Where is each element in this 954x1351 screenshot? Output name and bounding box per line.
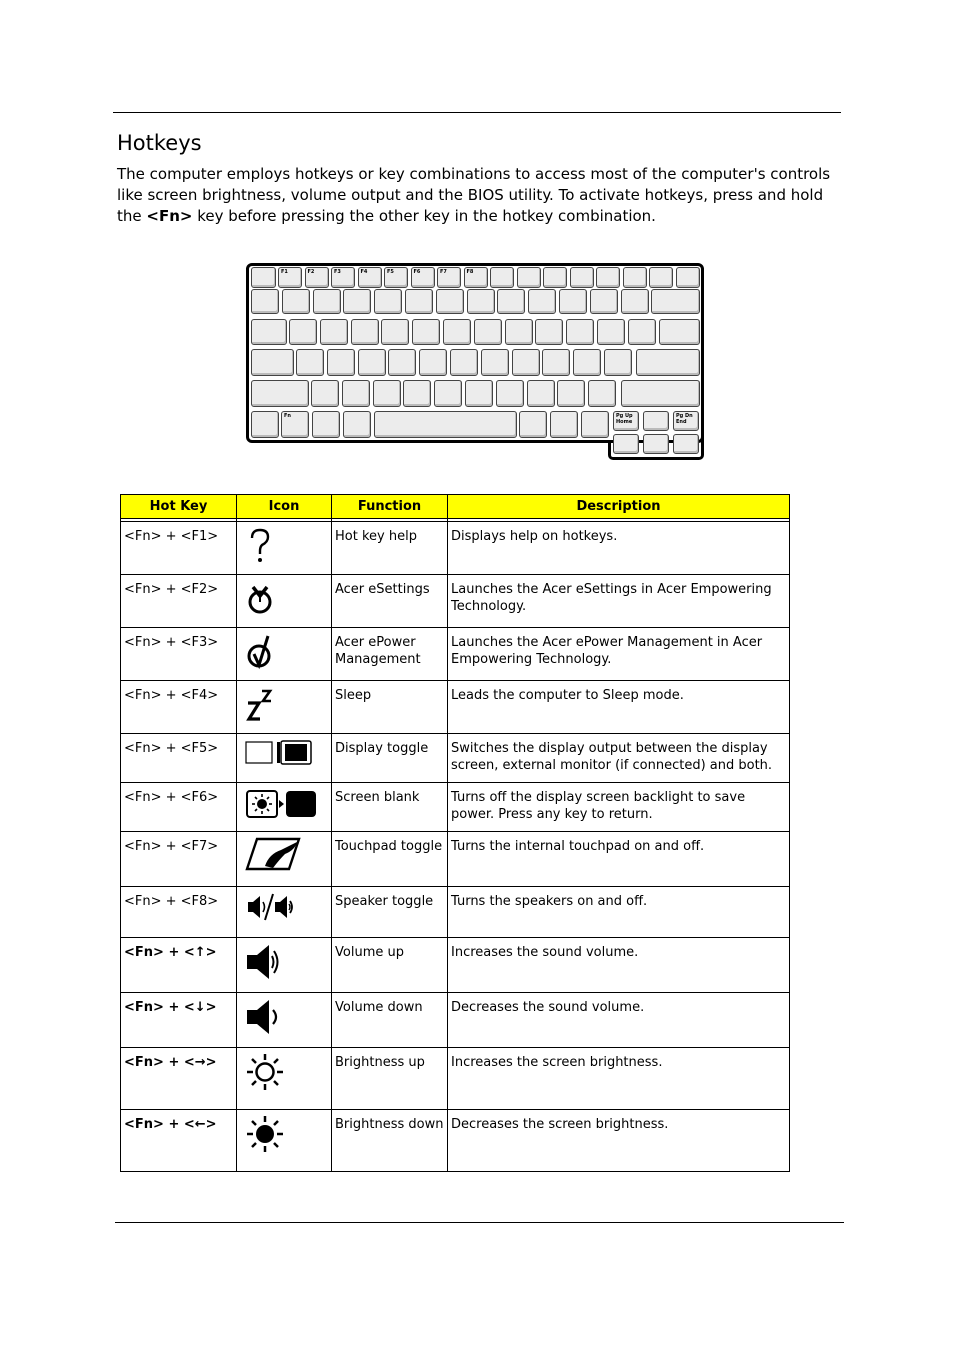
table-row [121,938,790,993]
key-f7 [437,267,461,288]
key [327,349,355,376]
table-row [121,522,790,575]
key [628,319,656,345]
function-cell: Acer eSettings [332,575,448,628]
key [443,319,471,345]
key [588,380,616,407]
bottom-rule [115,1222,844,1223]
table-row [121,832,790,887]
hotkey-cell: <Fn> + <→> [121,1048,237,1110]
key [405,289,433,314]
key-space [374,411,517,438]
key [343,289,371,314]
key-label: F4 [360,269,368,275]
key [557,380,585,407]
key [676,267,700,288]
function-cell: Acer ePower Management [332,628,448,681]
key-f1 [278,267,302,288]
icon-cell [237,887,332,938]
function-cell: Display toggle [332,734,448,783]
key-ctrl-right [581,411,609,438]
key [543,267,567,288]
key [623,267,647,288]
key [604,349,632,376]
key [419,349,447,376]
function-cell: Sleep [332,681,448,734]
key-ctrl [251,411,279,438]
esettings-icon [245,579,331,619]
key [517,267,541,288]
icon-cell [237,681,332,734]
key [436,289,464,314]
key [649,267,673,288]
key-down [643,434,669,454]
description-cell: Launches the Acer eSettings in Acer Empowering Technology. [448,575,790,628]
key [351,319,379,345]
key [573,349,601,376]
description-cell: Increases the sound volume. [448,938,790,993]
key [566,319,594,345]
key-label: Pg Up Home [616,413,633,425]
key [497,289,525,314]
key [373,380,401,407]
key [542,349,570,376]
key [251,289,279,314]
key-f2 [305,267,329,288]
function-cell: Brightness down [332,1110,448,1172]
intro-rest: key before pressing the other key in the hotkey combination. [192,207,656,225]
key-fn [281,411,309,438]
hotkey-cell: <Fn> + <F2> [121,575,237,628]
function-cell: Touchpad toggle [332,832,448,887]
key [597,319,625,345]
header-icon: Icon [237,495,332,519]
key-f6 [411,267,435,288]
key-shift-right [621,380,700,407]
key [496,380,524,407]
hotkey-cell: <Fn> + <F6> [121,783,237,832]
hotkey-cell: <Fn> + <F8> [121,887,237,938]
hotkey-cell: <Fn> + <←> [121,1110,237,1172]
icon-cell [237,1110,332,1172]
key-label: F8 [466,269,474,275]
key-enter [636,349,700,376]
key [621,289,649,314]
key-label: F1 [281,269,288,275]
hotkey-cell: <Fn> + <F4> [121,681,237,734]
key-label: F6 [413,269,421,275]
key-label: F7 [440,269,447,275]
key-label: F2 [307,269,315,275]
key [570,267,594,288]
key-backspace [651,289,700,314]
key-up [643,411,669,431]
key [342,380,370,407]
table-row [121,575,790,628]
hotkey-cell: <Fn> + <↓> [121,993,237,1048]
page-title: Hotkeys [117,131,202,155]
icon-cell [237,575,332,628]
top-rule [113,112,841,113]
key [528,289,556,314]
function-cell: Volume down [332,993,448,1048]
description-cell: Turns the internal touchpad on and off. [448,832,790,887]
key-f3 [331,267,355,288]
hotkey-cell: <Fn> + <F1> [121,522,237,575]
key-tab [251,319,287,345]
key [450,349,478,376]
key [388,349,416,376]
key [296,349,324,376]
key [381,319,409,345]
key-menu [550,411,578,438]
speaker-toggle-icon [245,891,331,923]
table-row [121,1110,790,1172]
table-row [121,1048,790,1110]
key-right [673,434,699,454]
icon-cell [237,1048,332,1110]
touchpad-icon [245,836,331,872]
key [559,289,587,314]
key [474,319,502,345]
intro-paragraph [117,164,845,227]
key [289,319,317,345]
key [535,319,563,345]
table-row [121,783,790,832]
key-win [312,411,340,438]
epower-icon [245,632,331,672]
key [313,289,341,314]
key-label: F3 [334,269,341,275]
key [311,380,339,407]
sleep-icon [245,685,331,725]
header-function: Function [332,495,448,519]
icon-cell [237,832,332,887]
key-pgup [613,411,639,431]
key-alt [343,411,371,438]
key [374,289,402,314]
key [434,380,462,407]
key [490,267,514,288]
description-cell: Switches the display output between the display screen, external monitor (if connected) and both. [448,734,790,783]
key [527,380,555,407]
key [467,289,495,314]
brightness-down-icon [245,1114,331,1154]
key [358,349,386,376]
function-cell: Brightness up [332,1048,448,1110]
key [596,267,620,288]
table-row [121,681,790,734]
description-cell: Turns the speakers on and off. [448,887,790,938]
hotkey-table [120,494,790,1172]
key-f8 [464,267,488,288]
icon-cell [237,734,332,783]
key-label: Fn [284,413,291,419]
key-alt-right [519,411,547,438]
key [412,319,440,345]
icon-cell [237,993,332,1048]
intro-text: The computer employs hotkeys or key combinations to access most of the computer's controls like screen brightness, volume output and the BIOS utility. To activate hotkeys, press and hold the [117,165,831,225]
function-cell: Hot key help [332,522,448,575]
icon-cell [237,628,332,681]
key [282,289,310,314]
function-cell: Speaker toggle [332,887,448,938]
icon-cell [237,522,332,575]
table-row [121,993,790,1048]
description-cell: Increases the screen brightness. [448,1048,790,1110]
key-left [613,434,639,454]
brightness-up-icon [245,1052,331,1092]
intro-fn-key: <Fn> [146,207,193,225]
header-description: Description [448,495,790,519]
icon-cell [237,783,332,832]
hotkey-cell: <Fn> + <F7> [121,832,237,887]
function-cell: Volume up [332,938,448,993]
description-cell: Launches the Acer ePower Management in Acer Empowering Technology. [448,628,790,681]
description-cell: Turns off the display screen backlight to save power. Press any key to return. [448,783,790,832]
volume-up-icon [245,942,331,982]
key-label: F5 [387,269,394,275]
key [505,319,533,345]
hotkey-cell: <Fn> + <F3> [121,628,237,681]
key-backslash [659,319,700,345]
key-esc [251,267,276,288]
key-label: Pg Dn End [676,413,693,425]
table-header-row [121,495,790,519]
description-cell: Decreases the sound volume. [448,993,790,1048]
question-icon [245,526,331,566]
hotkey-cell: <Fn> + <↑> [121,938,237,993]
key [320,319,348,345]
table-row [121,887,790,938]
description-cell: Decreases the screen brightness. [448,1110,790,1172]
key [465,380,493,407]
icon-cell [237,938,332,993]
key [512,349,540,376]
function-cell: Screen blank [332,783,448,832]
volume-down-icon [245,997,331,1037]
hotkey-cell: <Fn> + <F5> [121,734,237,783]
key-shift-left [251,380,309,407]
key-caps [251,349,294,376]
screen-blank-icon [245,787,331,821]
key [403,380,431,407]
table-row [121,628,790,681]
table-row [121,734,790,783]
keyboard-diagram [246,263,706,460]
key [481,349,509,376]
description-cell: Displays help on hotkeys. [448,522,790,575]
key-f4 [358,267,382,288]
key [590,289,618,314]
header-hot-key: Hot Key [121,495,237,519]
description-cell: Leads the computer to Sleep mode. [448,681,790,734]
key-pgdn [673,411,699,431]
display-toggle-icon [245,738,331,768]
key-f5 [384,267,408,288]
